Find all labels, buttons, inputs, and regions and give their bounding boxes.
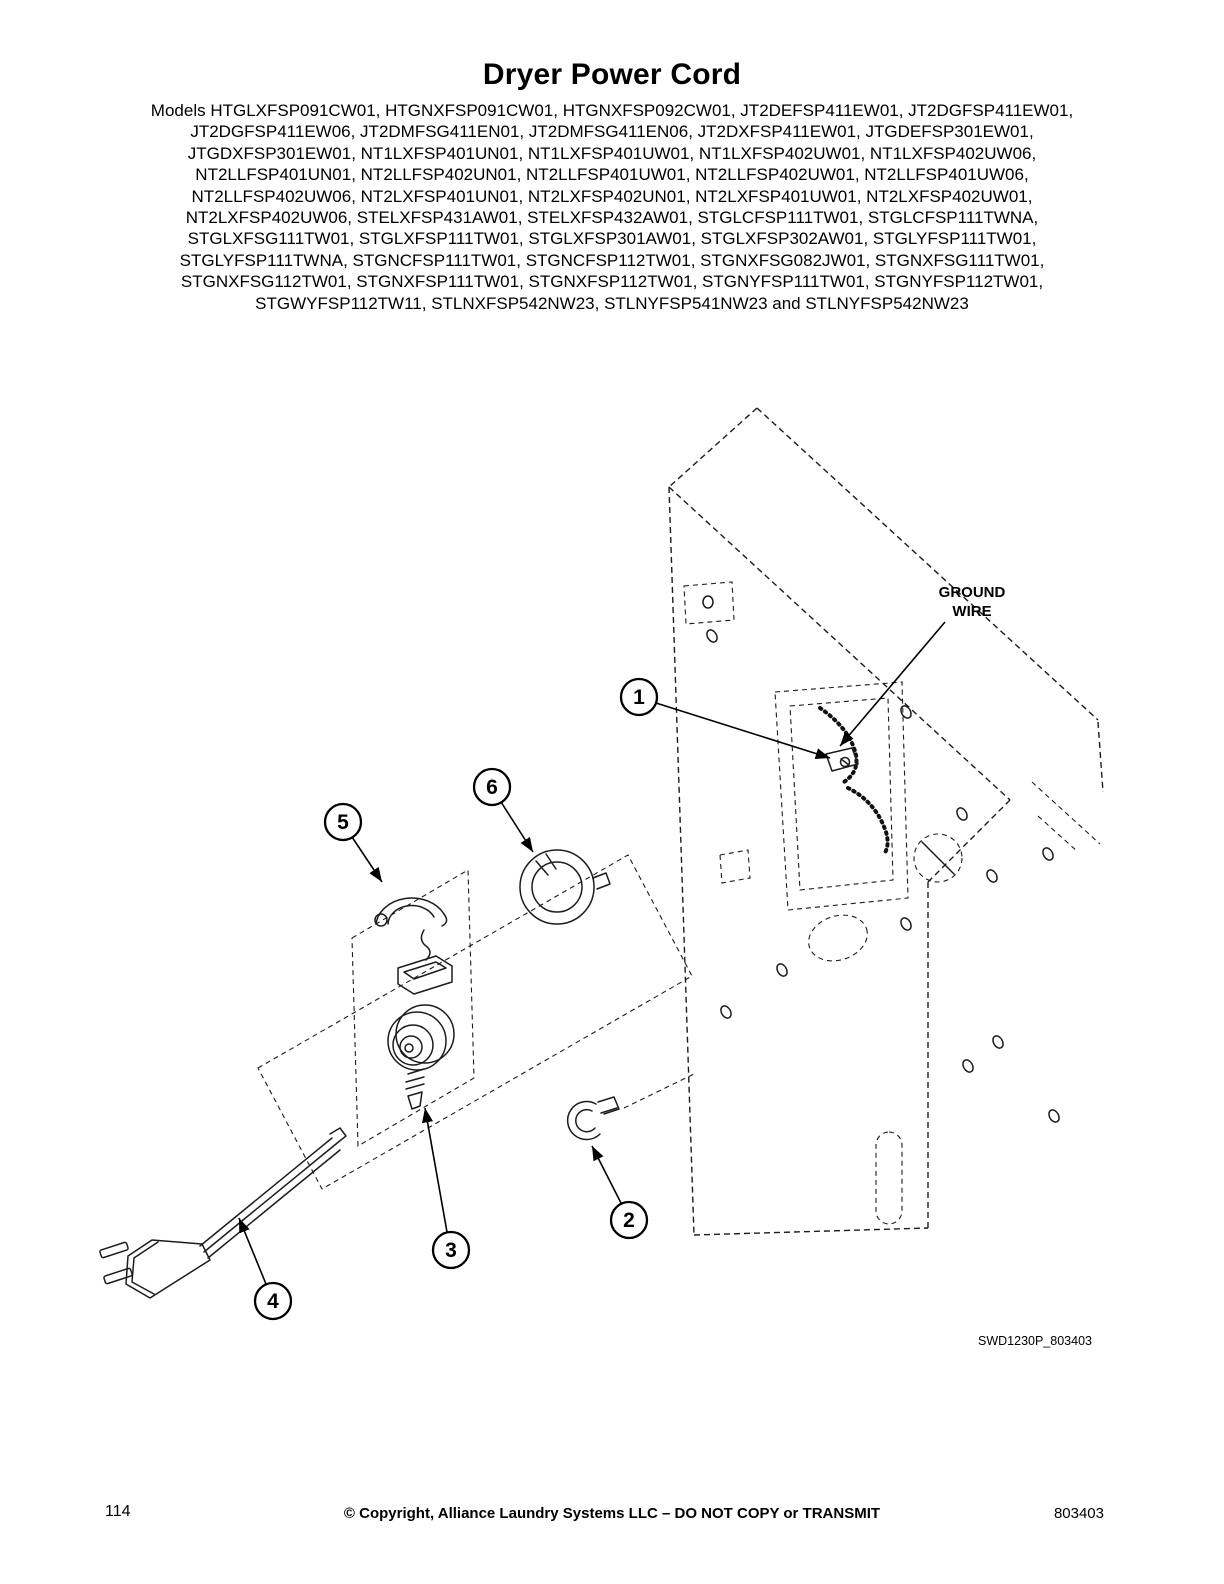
exploded-diagram bbox=[0, 390, 1224, 1400]
callout-5-number: 5 bbox=[337, 811, 349, 834]
model-list-line: STGNXFSG112TW01, STGNXFSP111TW01, STGNXFSP112TW01, STGNYFSP111TW01, STGNYFSP112TW01, bbox=[180, 272, 1044, 292]
callout-6-number: 6 bbox=[486, 776, 498, 799]
dryer-cabinet-outline bbox=[669, 408, 1103, 1235]
ground-wire-label-line1: GROUND bbox=[938, 584, 1006, 601]
diagram-svg bbox=[0, 390, 1224, 1400]
model-list-line: Models HTGLXFSP091CW01, HTGNXFSP091CW01, HTGNXFSP092CW01, JT2DEFSP411EW01, JT2DGFSP411EW01, bbox=[150, 101, 1074, 120]
drawing-id: SWD1230P_803403 bbox=[978, 1334, 1092, 1348]
model-list-line: NT2LLFSP402UW06, NT2LXFSP401UN01, NT2LXFSP402UN01, NT2LXFSP401UW01, NT2LXFSP402UW01, bbox=[191, 186, 1033, 206]
construction-planes bbox=[258, 855, 694, 1189]
model-list-line: STGLXFSG111TW01, STGLXFSP111TW01, STGLXFSP301AW01, STGLXFSP302AW01, STGLYFSP111TW01, bbox=[187, 229, 1037, 249]
ground-wire-label bbox=[840, 584, 1005, 746]
copyright-notice: © Copyright, Alliance Laundry Systems LLC – DO NOT COPY or TRANSMIT bbox=[343, 1505, 881, 1522]
ground-wire-label-line2: WIRE bbox=[952, 603, 992, 620]
callout-4 bbox=[239, 1218, 291, 1319]
callout-4-number: 4 bbox=[267, 1290, 279, 1313]
model-list-line: STGWYFSP112TW11, STLNXFSP542NW23, STLNYFSP541NW23 and STLNYFSP542NW23 bbox=[255, 293, 969, 313]
part-power-cord bbox=[99, 1128, 346, 1298]
callout-1 bbox=[621, 679, 830, 758]
document-number: 803403 bbox=[1053, 1505, 1104, 1522]
part-strain-relief-clamp bbox=[375, 898, 452, 994]
callout-3-number: 3 bbox=[445, 1239, 457, 1262]
model-list-line: STGLYFSP111TWNA, STGNCFSP111TW01, STGNCFSP112TW01, STGNXFSG082JW01, STGNXFSG111TW01, bbox=[179, 250, 1045, 270]
part-cord-connector bbox=[388, 1005, 454, 1109]
callout-3 bbox=[425, 1108, 469, 1268]
part-retaining-ring bbox=[520, 850, 610, 924]
callout-5 bbox=[325, 804, 382, 882]
model-list-line: NT2LXFSP402UW06, STELXFSP431AW01, STELXFSP432AW01, STGLCFSP111TW01, STGLCFSP111TWNA, bbox=[185, 208, 1039, 228]
panel-holes bbox=[705, 628, 1061, 1124]
page-number: 114 bbox=[105, 1503, 131, 1520]
callout-2 bbox=[592, 1146, 647, 1238]
callout-2-number: 2 bbox=[623, 1209, 635, 1232]
model-list-line: JTGDXFSP301EW01, NT1LXFSP401UN01, NT1LXFSP401UW01, NT1LXFSP402UW01, NT1LXFSP402UW06, bbox=[187, 143, 1037, 163]
model-list-line: NT2LLFSP401UN01, NT2LLFSP402UN01, NT2LLFSP401UW01, NT2LLFSP402UW01, NT2LLFSP401UW06, bbox=[195, 165, 1029, 185]
model-list bbox=[82, 100, 1142, 314]
page-title: Dryer Power Cord bbox=[482, 58, 742, 91]
callout-1-number: 1 bbox=[633, 686, 645, 709]
part-cord-clip bbox=[568, 1097, 619, 1140]
model-list-line: JT2DGFSP411EW06, JT2DMFSG411EN01, JT2DMFSG411EN06, JT2DXFSP411EW01, JTGDEFSP301EW01, bbox=[190, 122, 1034, 142]
callout-6 bbox=[474, 769, 533, 852]
